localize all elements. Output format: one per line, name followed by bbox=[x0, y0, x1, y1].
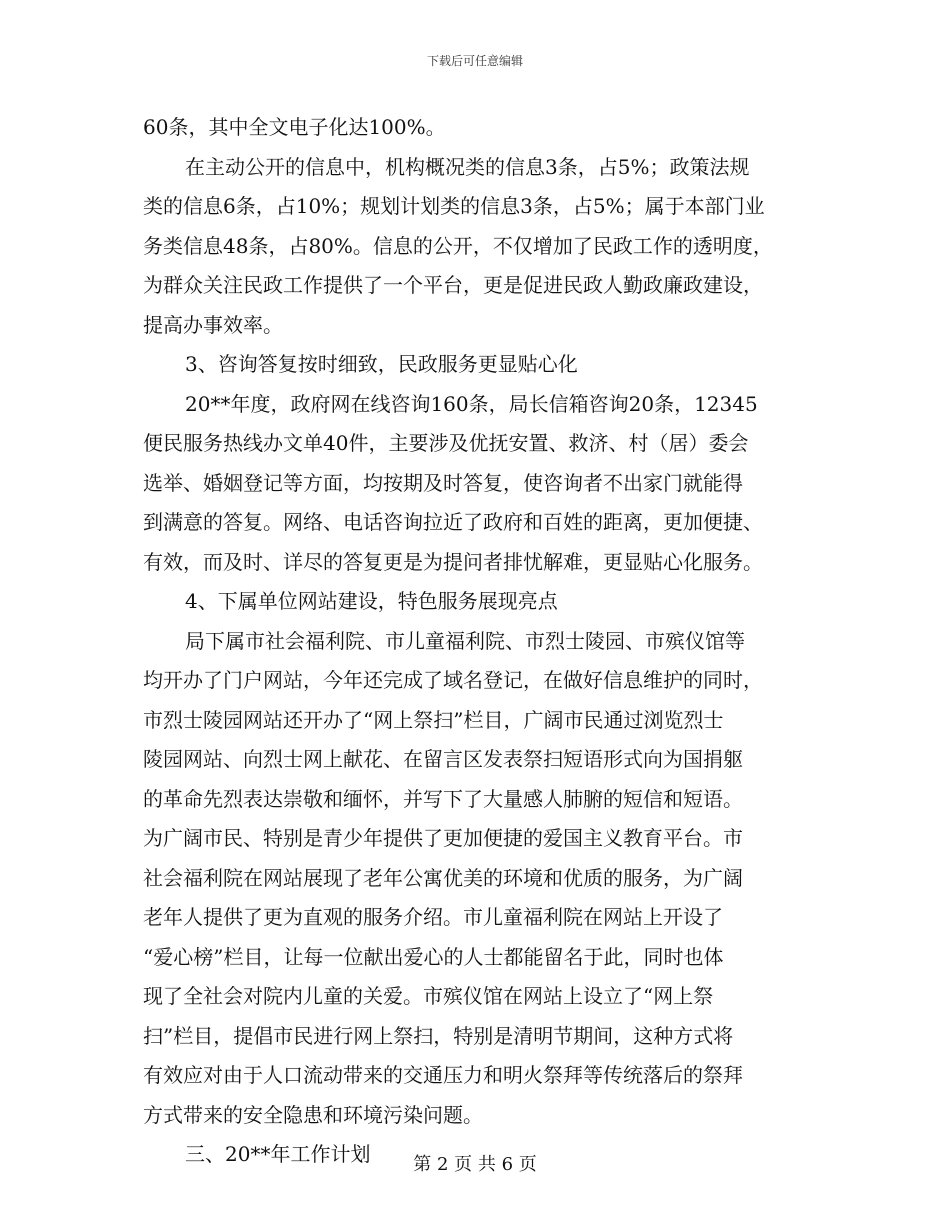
paragraph-start-line: 20**年度，政府网在线咨询160条，局长信箱咨询20条，12345 bbox=[185, 391, 758, 416]
text-line: 有效，而及时、详尽的答复更是为提问者排忧解难，更显贴心化服务。 bbox=[143, 549, 763, 574]
section-heading: 3、咨询答复按时细致，民政服务更显贴心化 bbox=[185, 352, 578, 376]
text-line: 提高办事效率。 bbox=[143, 312, 283, 337]
page-header-note: 下载后可任意编辑 bbox=[426, 54, 523, 68]
paragraph-start-line: 局下属市社会福利院、市儿童福利院、市烈士陵园、市殡仪馆等 bbox=[185, 628, 745, 653]
text-line: 为广阔市民、特别是青少年提供了更加便捷的爱国主义教育平台。市 bbox=[143, 826, 743, 850]
text-line: 到满意的答复。网络、电话咨询拉近了政府和百姓的距离，更加便捷、 bbox=[143, 510, 763, 534]
text-line: 为群众关注民政工作提供了一个平台，更是促进民政人勤政廉政建设， bbox=[143, 273, 763, 297]
text-line: 现了全社会对院内儿童的关爱。市殡仪馆在网站上设立了“网上祭 bbox=[143, 984, 714, 1008]
text-line: 市烈士陵园网站还开办了“网上祭扫”栏目，广阔市民通过浏览烈士 bbox=[143, 707, 724, 732]
text-line: 便民服务热线办文单40件，主要涉及优抚安置、救济、村（居）委会 bbox=[143, 431, 749, 455]
text-line: 陵园网站、向烈士网上献花、在留言区发表祭扫短语形式向为国捐躯 bbox=[143, 747, 743, 771]
text-line: 60条，其中全文电子化达100%。 bbox=[143, 115, 446, 139]
text-line: “爱心榜”栏目，让每一位献出爱心的人士都能留名于此，同时也体 bbox=[143, 944, 724, 969]
text-line: 的革命先烈表达崇敬和缅怀，并写下了大量感人肺腑的短信和短语。 bbox=[143, 786, 743, 811]
text-line: 扫”栏目，提倡市民进行网上祭扫，特别是清明节期间，这种方式将 bbox=[143, 1023, 734, 1048]
text-line: 选举、婚姻登记等方面，均按期及时答复，使咨询者不出家门就能得 bbox=[143, 470, 743, 495]
paragraph-start-line: 在主动公开的信息中，机构概况类的信息3条，占5%；政策法规 bbox=[185, 154, 750, 179]
section-heading: 4、下属单位网站建设，特色服务展现亮点 bbox=[185, 589, 558, 613]
page-number-footer: 第 2 页 共 6 页 bbox=[413, 1154, 537, 1175]
text-line: 方式带来的安全隐患和环境污染问题。 bbox=[143, 1102, 483, 1127]
text-line: 社会福利院在网站展现了老年公寓优美的环境和优质的服务，为广阔 bbox=[143, 865, 743, 890]
text-line: 务类信息48条，占80%。信息的公开，不仅增加了民政工作的透明度， bbox=[143, 233, 773, 258]
text-line: 老年人提供了更为直观的服务介绍。市儿童福利院在网站上开设了 bbox=[143, 905, 723, 929]
text-line: 有效应对由于人口流动带来的交通压力和明火祭拜等传统落后的祭拜 bbox=[143, 1063, 743, 1087]
text-line: 类的信息6条，占10%；规划计划类的信息3条，占5%；属于本部门业 bbox=[143, 194, 765, 218]
section-heading: 三、20**年工作计划 bbox=[185, 1142, 371, 1166]
text-line: 均开办了门户网站，今年还完成了域名登记，在做好信息维护的同时， bbox=[143, 668, 763, 692]
document-body bbox=[143, 108, 811, 1175]
